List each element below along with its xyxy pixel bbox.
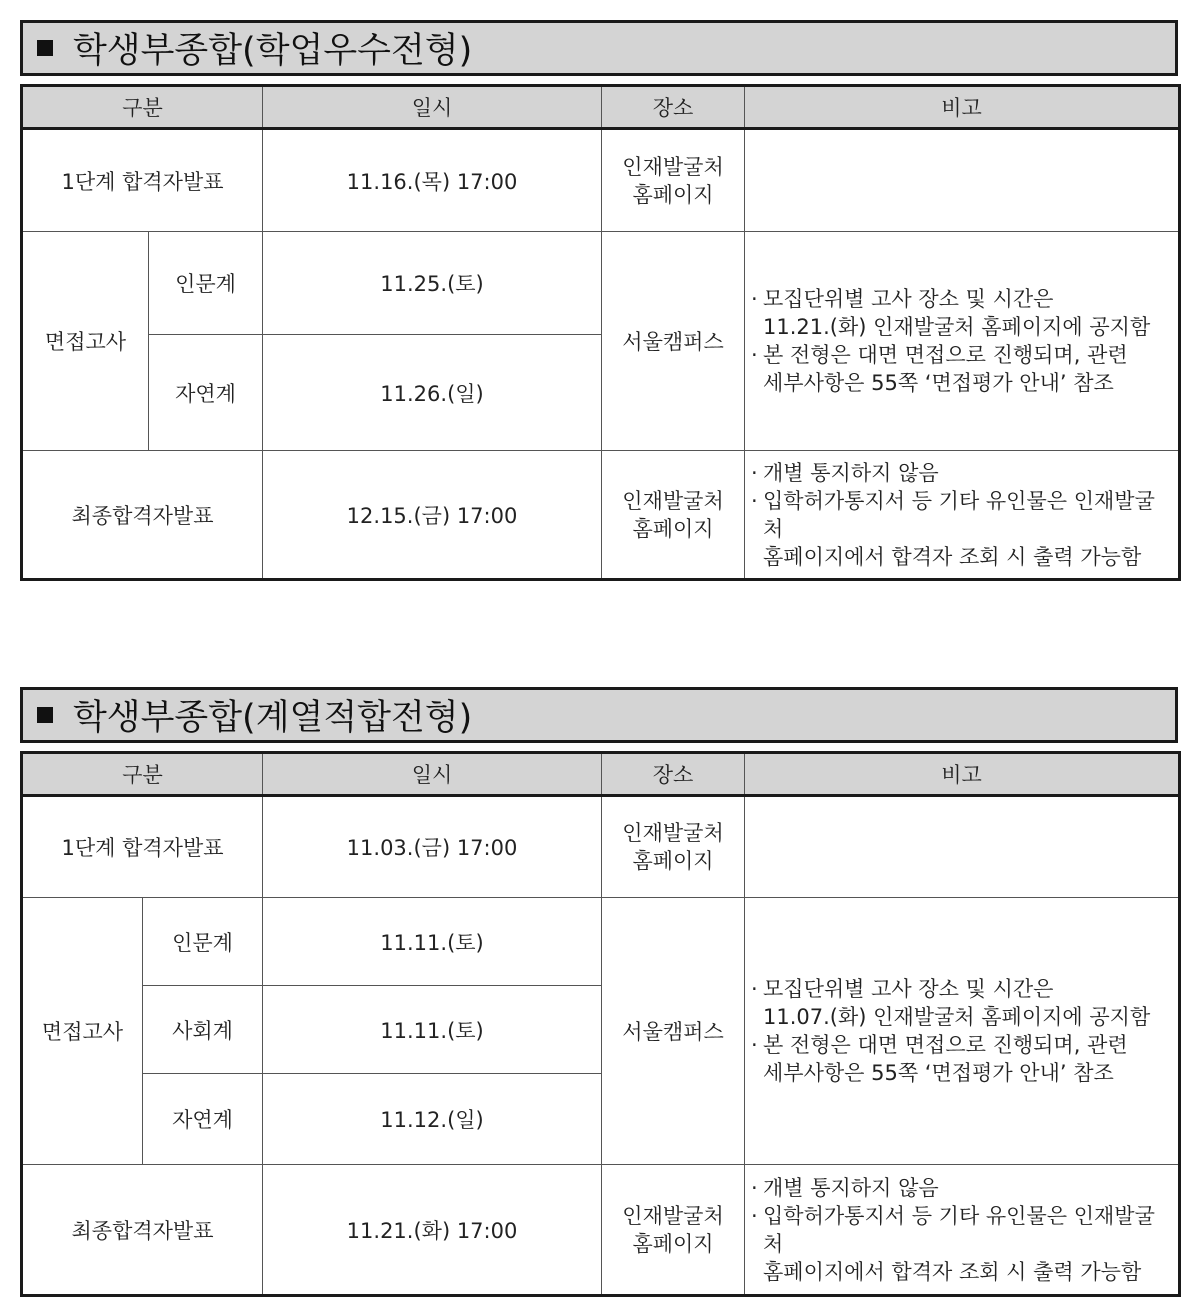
header-remarks: 비고 <box>745 753 1180 796</box>
interview-place: 서울캠퍼스 <box>602 898 745 1165</box>
note-item: · 모집단위별 고사 장소 및 시간은 <box>751 285 1170 313</box>
stage1-label: 1단계 합격자발표 <box>22 129 263 232</box>
note-item: · 개별 통지하지 않음 <box>751 459 1170 487</box>
header-category: 구분 <box>22 86 263 129</box>
stage1-remarks <box>745 796 1180 898</box>
note-continuation: 홈페이지에서 합격자 조회 시 출력 가능함 <box>763 544 1142 569</box>
interview-date: 11.12.(일) <box>263 1074 602 1165</box>
interview-track: 자연계 <box>149 335 263 451</box>
table-row <box>22 898 1180 986</box>
interview-track: 자연계 <box>143 1074 263 1165</box>
final-date: 12.15.(금) 17:00 <box>263 451 602 580</box>
interview-date: 11.26.(일) <box>263 335 602 451</box>
final-remarks <box>745 1165 1180 1296</box>
stage1-place <box>602 796 745 898</box>
stage1-remarks <box>745 129 1180 232</box>
interview-label: 면접고사 <box>22 898 143 1165</box>
interview-date: 11.25.(토) <box>263 232 602 335</box>
schedule-table <box>20 84 1181 581</box>
table-row <box>22 129 1180 232</box>
header-row <box>22 753 1180 796</box>
header-row <box>22 86 1180 129</box>
section-academic-excellence <box>20 20 1178 581</box>
note-item: · 모집단위별 고사 장소 및 시간은 <box>751 975 1170 1003</box>
interview-place: 서울캠퍼스 <box>602 232 745 451</box>
note-item: · 입학허가통지서 등 기타 유인물은 인재발굴처 <box>751 487 1170 543</box>
table-row <box>22 232 1180 335</box>
note-item: · 본 전형은 대면 면접으로 진행되며, 관련 <box>751 341 1170 369</box>
table-row <box>22 796 1180 898</box>
interview-remarks <box>745 232 1180 451</box>
final-place <box>602 1165 745 1296</box>
note-item: · 개별 통지하지 않음 <box>751 1174 1170 1202</box>
place-line: 홈페이지 <box>632 182 714 207</box>
final-label: 최종합격자발표 <box>22 451 263 580</box>
place-line: 홈페이지 <box>632 1231 714 1256</box>
interview-label: 면접고사 <box>22 232 149 451</box>
schedule-table <box>20 751 1181 1297</box>
note-continuation: 11.07.(화) 인재발굴처 홈페이지에 공지함 <box>763 1005 1151 1029</box>
note-continuation: 세부사항은 55쪽 ‘면접평가 안내’ 참조 <box>763 371 1114 395</box>
place-line: 인재발굴처 <box>622 488 724 513</box>
place-line: 인재발굴처 <box>622 154 724 179</box>
final-place <box>602 451 745 580</box>
table-row <box>22 1165 1180 1296</box>
stage1-label: 1단계 합격자발표 <box>22 796 263 898</box>
note-continuation: 홈페이지에서 합격자 조회 시 출력 가능함 <box>763 1259 1142 1284</box>
interview-track: 사회계 <box>143 986 263 1074</box>
final-date: 11.21.(화) 17:00 <box>263 1165 602 1296</box>
section-title-bar <box>20 687 1178 743</box>
interview-remarks <box>745 898 1180 1165</box>
stage1-date: 11.16.(목) 17:00 <box>263 129 602 232</box>
interview-date: 11.11.(토) <box>263 986 602 1074</box>
square-bullet-icon <box>37 707 53 723</box>
interview-date: 11.11.(토) <box>263 898 602 986</box>
place-line: 홈페이지 <box>632 849 714 873</box>
place-line: 인재발굴처 <box>622 1203 724 1228</box>
note-item: · 본 전형은 대면 면접으로 진행되며, 관련 <box>751 1031 1170 1059</box>
section-field-aptitude <box>20 687 1178 1297</box>
section-title: 학생부종합(계열적합전형) <box>73 698 473 738</box>
place-line: 인재발굴처 <box>622 821 724 845</box>
interview-track: 인문계 <box>143 898 263 986</box>
note-item: · 입학허가통지서 등 기타 유인물은 인재발굴처 <box>751 1202 1170 1258</box>
stage1-date: 11.03.(금) 17:00 <box>263 796 602 898</box>
header-datetime: 일시 <box>263 753 602 796</box>
note-continuation: 11.21.(화) 인재발굴처 홈페이지에 공지함 <box>763 315 1151 339</box>
header-place: 장소 <box>602 753 745 796</box>
header-category: 구분 <box>22 753 263 796</box>
square-bullet-icon <box>37 40 53 56</box>
header-place: 장소 <box>602 86 745 129</box>
interview-track: 인문계 <box>149 232 263 335</box>
section-title-bar <box>20 20 1178 76</box>
note-continuation: 세부사항은 55쪽 ‘면접평가 안내’ 참조 <box>763 1061 1114 1085</box>
place-line: 홈페이지 <box>632 516 714 541</box>
final-label: 최종합격자발표 <box>22 1165 263 1296</box>
final-remarks <box>745 451 1180 580</box>
header-remarks: 비고 <box>745 86 1180 129</box>
stage1-place <box>602 129 745 232</box>
table-row <box>22 451 1180 580</box>
header-datetime: 일시 <box>263 86 602 129</box>
section-title: 학생부종합(학업우수전형) <box>73 31 473 71</box>
